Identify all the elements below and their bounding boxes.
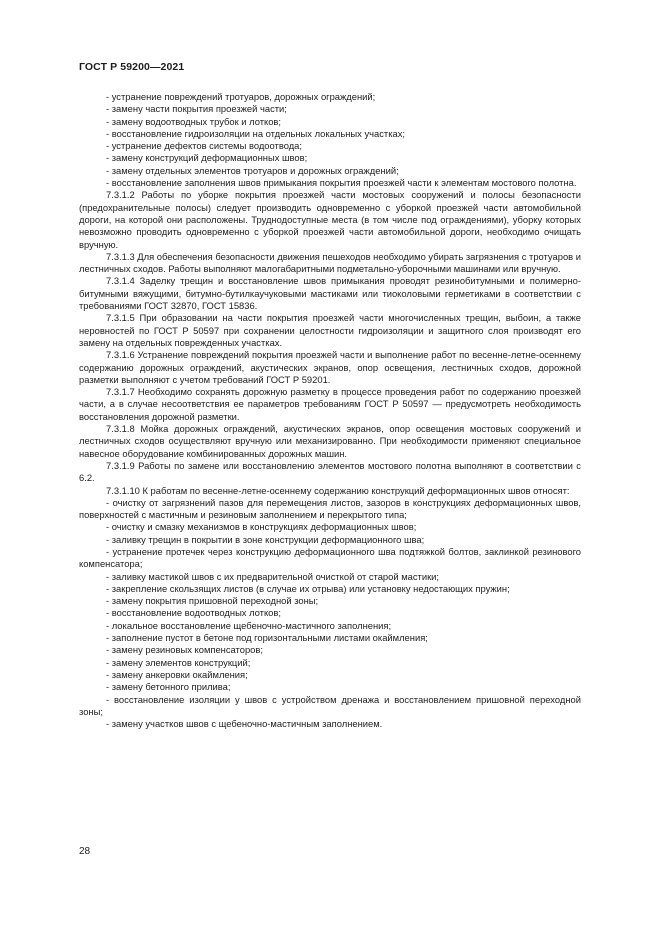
list-item: - замену покрытия пришовной переходной зоны; [106, 595, 319, 607]
list-item: - очистку от загрязнений пазов для перемещения листов, зазоров в конструкциях деформационных швов, поверхностей с мастичным и резиновым заполнением и перекрытого типа; [79, 496, 581, 521]
document-body [79, 91, 581, 730]
list-item: - замену резиновых компенсаторов; [106, 644, 263, 656]
list-item: - замену конструкций деформационных швов; [106, 152, 308, 164]
list-item: - замену водоотводных трубок и лотков; [106, 115, 282, 127]
list-item: - закрепление скользящих листов (в случае их отрыва) или установку недостающих пружин; [106, 582, 510, 594]
list-item: - устранение дефектов системы водоотвода; [106, 140, 302, 152]
paragraph: 7.3.1.5 При образовании на части покрытия проезжей части многочисленных трещин, выбоин, а также неровностей по ГОСТ Р 50597 при сохранении целостности гидроизоляции и защитного слоя производят его замену на отдельных поврежденных участках. [79, 312, 581, 348]
list-item: - замену части покрытия проезжей части; [106, 103, 287, 115]
list-item: - замену элементов конструкций; [106, 656, 251, 668]
paragraph: 7.3.1.6 Устранение повреждений покрытия проезжей части и выполнение работ по весенне-летне-осеннему содержанию дорожных ограждений, акустических экранов, опор освещения, лестничных сходов, дорожной разметки выполняют с учетом требований ГОСТ Р 59201. [79, 349, 581, 385]
document-header: ГОСТ Р 59200—2021 [79, 61, 185, 73]
list-item: - локальное восстановление щебеночно-мастичного заполнения; [106, 619, 392, 631]
paragraph: 7.3.1.10 К работам по весенне-летне-осеннему содержанию конструкций деформационных швов относят: [106, 484, 570, 496]
paragraph: 7.3.1.3 Для обеспечения безопасности движения пешеходов необходимо убирать загрязнения с тротуаров и лестничных сходов. Работы выполняют малогабаритными подметально-уборочными машинами или вручную. [79, 250, 581, 275]
list-item: - заливку трещин в покрытии в зоне конструкции деформационного шва; [106, 533, 425, 545]
list-item: - очистку и смазку механизмов в конструкциях деформационных швов; [106, 521, 417, 533]
paragraph: 7.3.1.8 Мойка дорожных ограждений, акустических экранов, опор освещения мостовых сооружений и лестничных сходов осуществляют вручную или механизированно. При необходимости применяют специальное навесное оборудование комбинированных дорожных машин. [79, 423, 581, 459]
list-item: - замену участков швов с щебеночно-мастичным заполнением. [106, 718, 383, 730]
list-item: - восстановление гидроизоляции на отдельных локальных участках; [106, 127, 406, 139]
list-item: - восстановление заполнения швов примыкания покрытия проезжей части к элементам мостового полотна. [106, 177, 577, 189]
list-item: - замену отдельных элементов тротуаров и дорожных ограждений; [106, 164, 399, 176]
list-item: - устранение повреждений тротуаров, дорожных ограждений; [106, 91, 376, 102]
list-item: - замену анкеровки окаймления; [106, 668, 248, 680]
list-item: - заполнение пустот в бетоне под горизонтальными листами окаймления; [106, 632, 428, 644]
list-item: - восстановление водоотводных лотков; [106, 607, 281, 619]
list-item: - замену бетонного прилива; [106, 681, 231, 693]
list-item: - восстановление изоляции у швов с устройством дренажа и восстановлением пришовной переходной зоны; [79, 693, 581, 717]
list-item: - устранение протечек через конструкцию деформационного шва подтяжкой болтов, заклинкой резинового компенсатора; [79, 545, 581, 570]
list-item: - заливку мастикой швов с их предварительной очисткой от старой мастики; [106, 570, 440, 582]
paragraph: 7.3.1.9 Работы по замене или восстановлению элементов мостового полотна выполняют в соответствии с 6.2. [79, 459, 581, 484]
paragraph: 7.3.1.2 Работы по уборке покрытия проезжей части мостовых сооружений и полосы безопасности (предохранительные полосы) следует производить одновременно с уборкой проезжей части автомобильной дороги, на которой они расположены. Труднодоступные места (в том числе под ограждениями), уборку которых невозможно проводить одновременно с уборкой проезжей части автомобильной дороги, необходимо очищать вручную. [79, 189, 581, 250]
page-number: 28 [79, 846, 91, 857]
paragraph: 7.3.1.7 Необходимо сохранять дорожную разметку в процессе проведения работ по содержанию проезжей части, а в случае несоответствия ее параметров требованиям ГОСТ Р 50597 — предусмотреть необходимость восстановления дорожной разметки. [79, 386, 581, 422]
paragraph: 7.3.1.4 Заделку трещин и восстановление швов примыкания проводят резинобитумными и полимерно-битумными вяжущими, битумно-бутилкаучуковыми мастиками или тиоколовыми герметиками в соответствии с требованиями ГОСТ 32870, ГОСТ 15836. [79, 275, 581, 312]
